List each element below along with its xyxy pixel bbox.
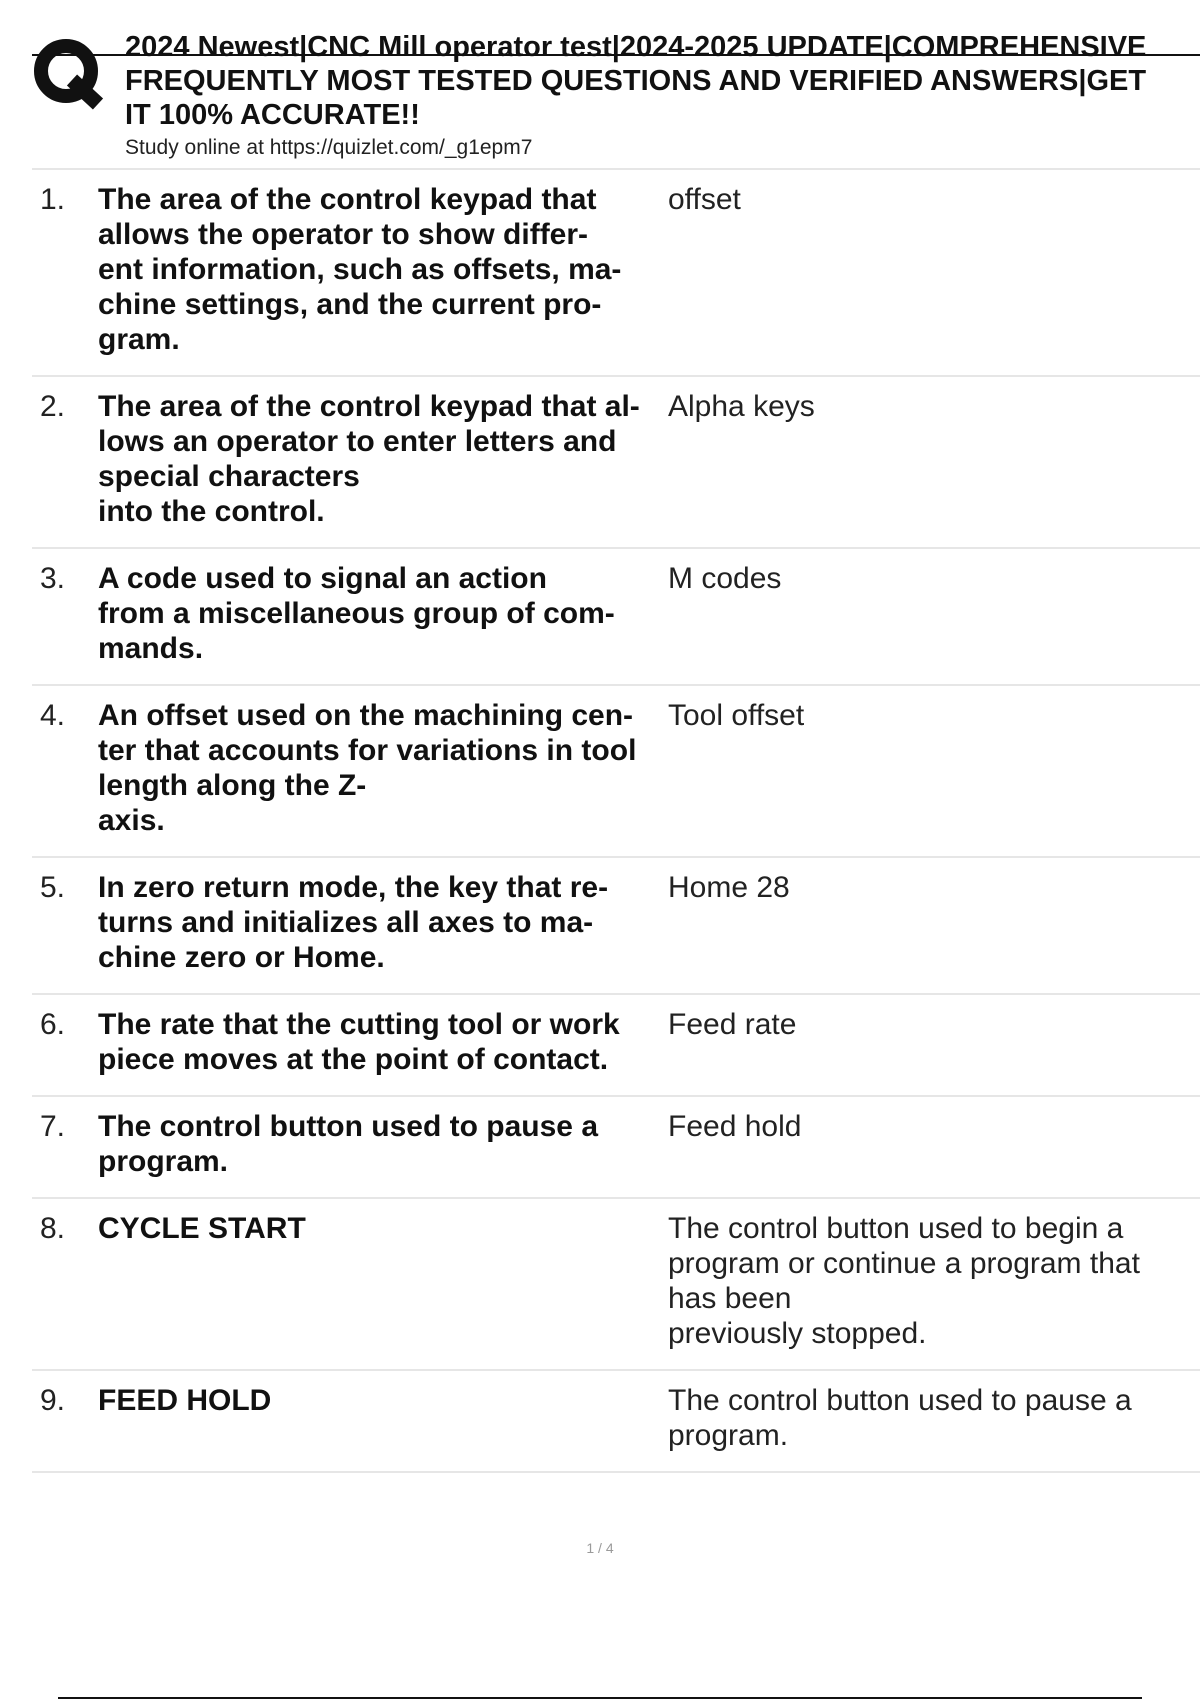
flashcard-list: [32, 168, 1200, 1473]
flashcard-row: [32, 1199, 1200, 1371]
card-number: 1.: [40, 183, 66, 216]
flashcard-row: [32, 549, 1200, 686]
card-number: 9.: [40, 1384, 66, 1417]
card-definition: Feed rate: [668, 1008, 797, 1041]
card-definition: Tool offset: [668, 699, 805, 732]
card-definition: Home 28: [668, 871, 790, 904]
study-online-link[interactable]: Study online at https://quizlet.com/_g1epm7: [125, 136, 533, 159]
footer-divider: [58, 1697, 1142, 1699]
document-header: [32, 30, 1200, 165]
card-number: 2.: [40, 390, 66, 423]
card-number: 7.: [40, 1110, 66, 1143]
document-title: 2024 Newest|CNC Mill operator test|2024-2025 UPDATE|COMPREHENSIVE FREQUENTLY MOST TESTED QUESTIONS AND VERIFIED ANSWERS|GET IT 100% ACCURATE!!: [125, 31, 1147, 131]
card-number: 6.: [40, 1008, 66, 1041]
card-definition: Alpha keys: [668, 390, 815, 423]
quizlet-q-logo-icon: [32, 36, 106, 110]
card-term: The area of the control keypad that al- lows an operator to enter letters and special characters into the control.: [98, 390, 640, 528]
card-definition: The control button used to begin a program or continue a program that has been previously stopped.: [668, 1212, 1140, 1350]
card-definition: Feed hold: [668, 1110, 802, 1143]
card-term: CYCLE START: [98, 1212, 306, 1245]
card-definition: M codes: [668, 562, 782, 595]
card-term: The area of the control keypad that allows the operator to show differ- ent information, such as offsets, ma- chine settings, and the current pro- gram.: [98, 183, 622, 356]
card-definition: The control button used to pause a program.: [668, 1384, 1132, 1452]
flashcard-row: [32, 1097, 1200, 1199]
card-term: FEED HOLD: [98, 1384, 272, 1417]
flashcard-row: [32, 170, 1200, 377]
page-indicator: 1 / 4: [586, 1540, 614, 1556]
card-definition: offset: [668, 183, 741, 216]
card-number: 3.: [40, 562, 66, 595]
card-term: The rate that the cutting tool or work piece moves at the point of contact.: [98, 1008, 620, 1076]
card-term: The control button used to pause a program.: [98, 1110, 599, 1178]
flashcard-row: [32, 995, 1200, 1097]
card-term: A code used to signal an action from a miscellaneous group of com- mands.: [98, 562, 615, 665]
card-number: 8.: [40, 1212, 66, 1245]
flashcard-row: [32, 1371, 1200, 1473]
card-number: 4.: [40, 699, 66, 732]
flashcard-row: [32, 377, 1200, 549]
card-number: 5.: [40, 871, 66, 904]
flashcard-row: [32, 686, 1200, 858]
card-term: An offset used on the machining cen- ter that accounts for variations in tool length along the Z- axis.: [98, 699, 637, 837]
flashcard-row: [32, 858, 1200, 995]
card-term: In zero return mode, the key that re- turns and initializes all axes to ma- chine zero or Home.: [98, 871, 609, 974]
